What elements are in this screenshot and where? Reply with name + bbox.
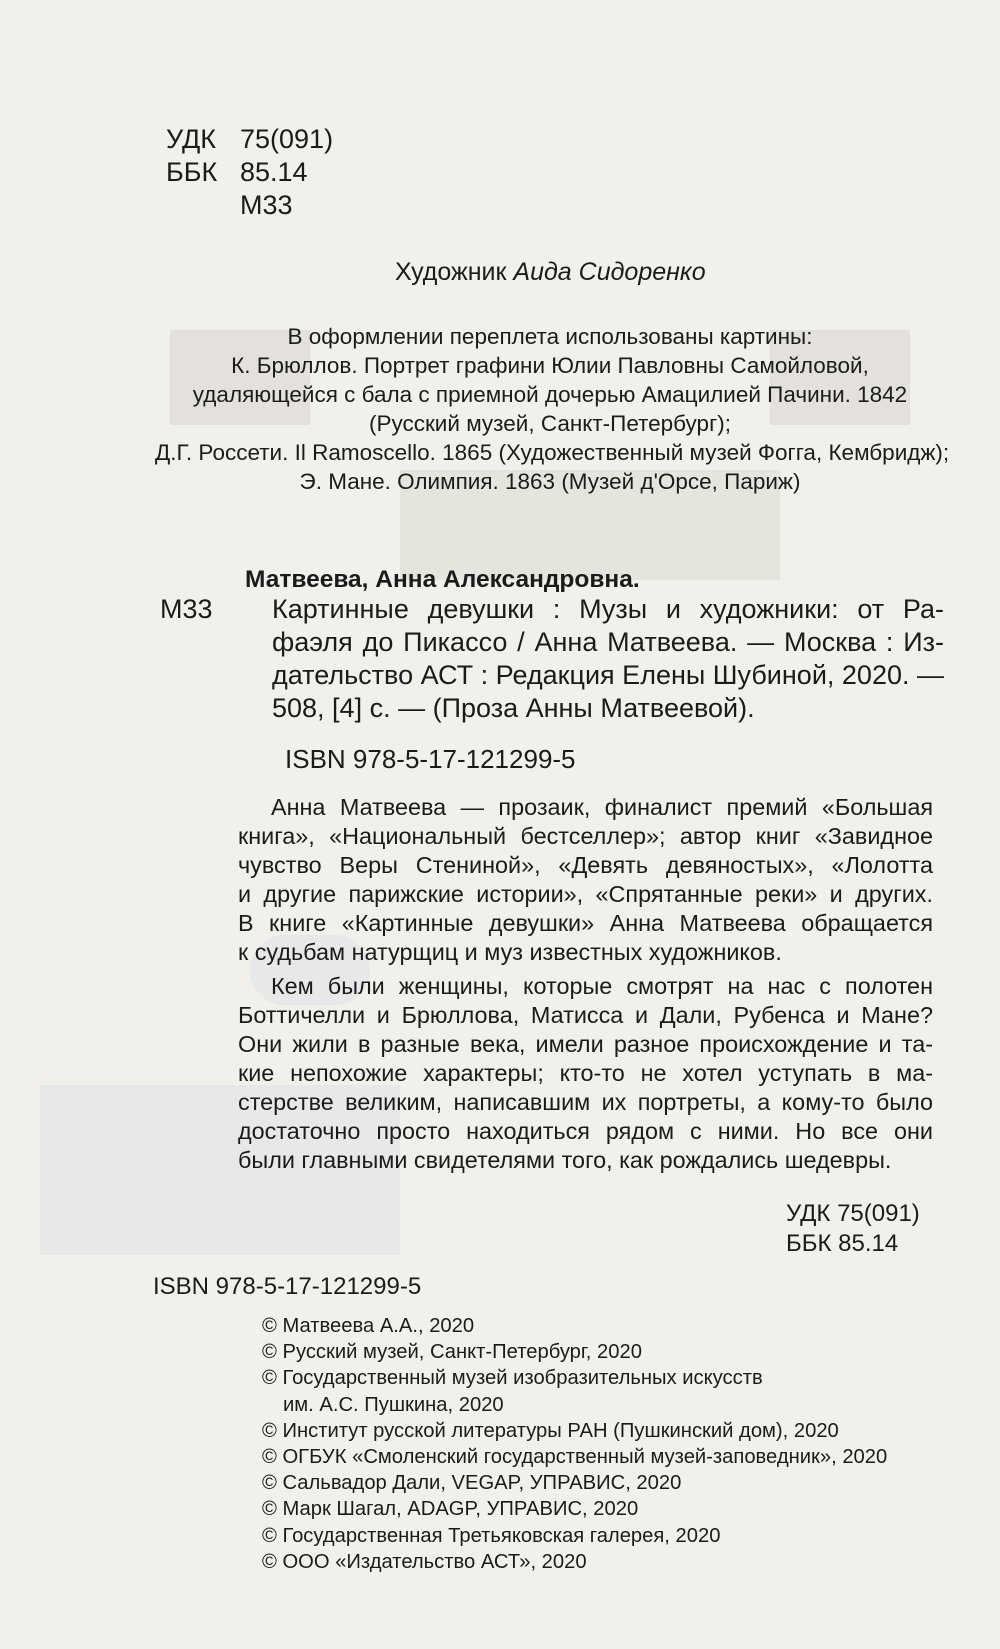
annotation-line: кие непохожие характеры; кто-то не хотел уступать в ма- <box>238 1060 933 1086</box>
author-mark: М33 <box>240 190 293 220</box>
annotation-line: чувство Веры Стениной», «Девять девяностых», «Лолотта <box>238 852 933 878</box>
annotation-line: и другие парижские истории», «Спрятанные реки» и других. <box>238 881 933 907</box>
annotation-line: достаточно просто находиться рядом с ними. Но все они <box>238 1118 933 1144</box>
annotation-line: Анна Матвеева — прозаик, финалист премий «Большая <box>271 794 933 820</box>
copyright-line: © Русский музей, Санкт-Петербург, 2020 <box>262 1341 642 1364</box>
annotation-line: Боттичелли и Брюллова, Матисса и Дали, Рубенса и Мане? <box>238 1002 933 1028</box>
cover-credit-line: удаляющейся с бала с приемной дочерью Амацилией Пачини. 1842 <box>192 382 908 407</box>
annotation-line: В книге «Картинные девушки» Анна Матвеева обращается <box>238 910 933 936</box>
description-line: фаэля до Пикассо / Анна Матвеева. — Москва : Из- <box>272 627 944 657</box>
copyright-line: © ОГБУК «Смоленский государственный музей-заповедник», 2020 <box>262 1446 888 1469</box>
footer-bbk: ББК 85.14 <box>786 1230 899 1257</box>
artist-credit <box>395 258 706 287</box>
annotation-paragraph-1 <box>238 793 933 967</box>
copyright-line: им. А.С. Пушкина, 2020 <box>283 1393 504 1416</box>
copyright-line: © Марк Шагал, ADAGP, УПРАВИС, 2020 <box>262 1498 639 1521</box>
description-line: Картинные девушки : Музы и художники: от Ра- <box>272 594 944 624</box>
cover-credits <box>155 322 950 496</box>
bibliographic-description <box>272 593 944 725</box>
bbk-value: 85.14 <box>240 157 308 187</box>
artist-prefix: Художник <box>395 258 507 286</box>
bibliographic-mark: М33 <box>160 594 213 624</box>
cover-credit-line: (Русский музей, Санкт-Петербург); <box>368 411 732 436</box>
copyright-line: © Государственная Третьяковская галерея, 2020 <box>262 1524 721 1547</box>
description-line: дательство АСТ : Редакция Елены Шубиной, 2020. — <box>272 660 944 690</box>
copyright-line: © Сальвадор Дали, VEGAP, УПРАВИС, 2020 <box>262 1472 682 1495</box>
copyright-line: © ООО «Издательство АСТ», 2020 <box>262 1550 587 1573</box>
artist-name: Аида Сидоренко <box>513 258 706 286</box>
copyright-line: © Институт русской литературы РАН (Пушкинский дом), 2020 <box>262 1419 839 1442</box>
annotation-line: стерстве великим, написавшим их портреты, а кому-то было <box>238 1089 933 1115</box>
copyright-line: © Государственный музей изобразительных искусств <box>262 1367 763 1390</box>
bibliographic-isbn: ISBN 978-5-17-121299-5 <box>285 744 576 774</box>
annotation-line: книга», «Национальный бестселлер»; автор книг «Завидное <box>238 823 933 849</box>
isbn-main: ISBN 978-5-17-121299-5 <box>153 1273 422 1300</box>
cover-credit-line: К. Брюллов. Портрет графини Юлии Павловны Самойловой, <box>231 353 869 378</box>
annotation-line: Они жили в разные века, имели разное происхождение и та- <box>238 1031 933 1057</box>
copyright-line: © Матвеева А.А., 2020 <box>262 1315 475 1337</box>
cover-credit-line: Д.Г. Россети. Il Ramoscello. 1865 (Художественный музей Фогга, Кембридж); <box>155 440 950 465</box>
author-heading: Матвеева, Анна Александровна. <box>245 566 640 593</box>
udk-value: 75(091) <box>240 124 334 154</box>
copyright-list <box>262 1313 887 1575</box>
footer-udk: УДК 75(091) <box>786 1200 920 1227</box>
description-line: 508, [4] с. — (Проза Анны Матвеевой). <box>272 693 755 723</box>
udk-label: УДК <box>166 124 216 154</box>
annotation-line: Кем были женщины, которые смотрят на нас с полотен <box>271 973 933 999</box>
annotation-paragraph-2 <box>238 972 933 1175</box>
cover-credit-line: В оформлении переплета использованы картины: <box>287 324 813 349</box>
annotation-line: к судьбам натурщиц и муз известных художников. <box>238 939 782 965</box>
cover-credit-line: Э. Мане. Олимпия. 1863 (Музей д'Орсе, Париж) <box>299 469 801 494</box>
annotation-line: были главными свидетелями того, как рождались шедевры. <box>238 1147 892 1173</box>
bbk-label: ББК <box>166 157 218 187</box>
